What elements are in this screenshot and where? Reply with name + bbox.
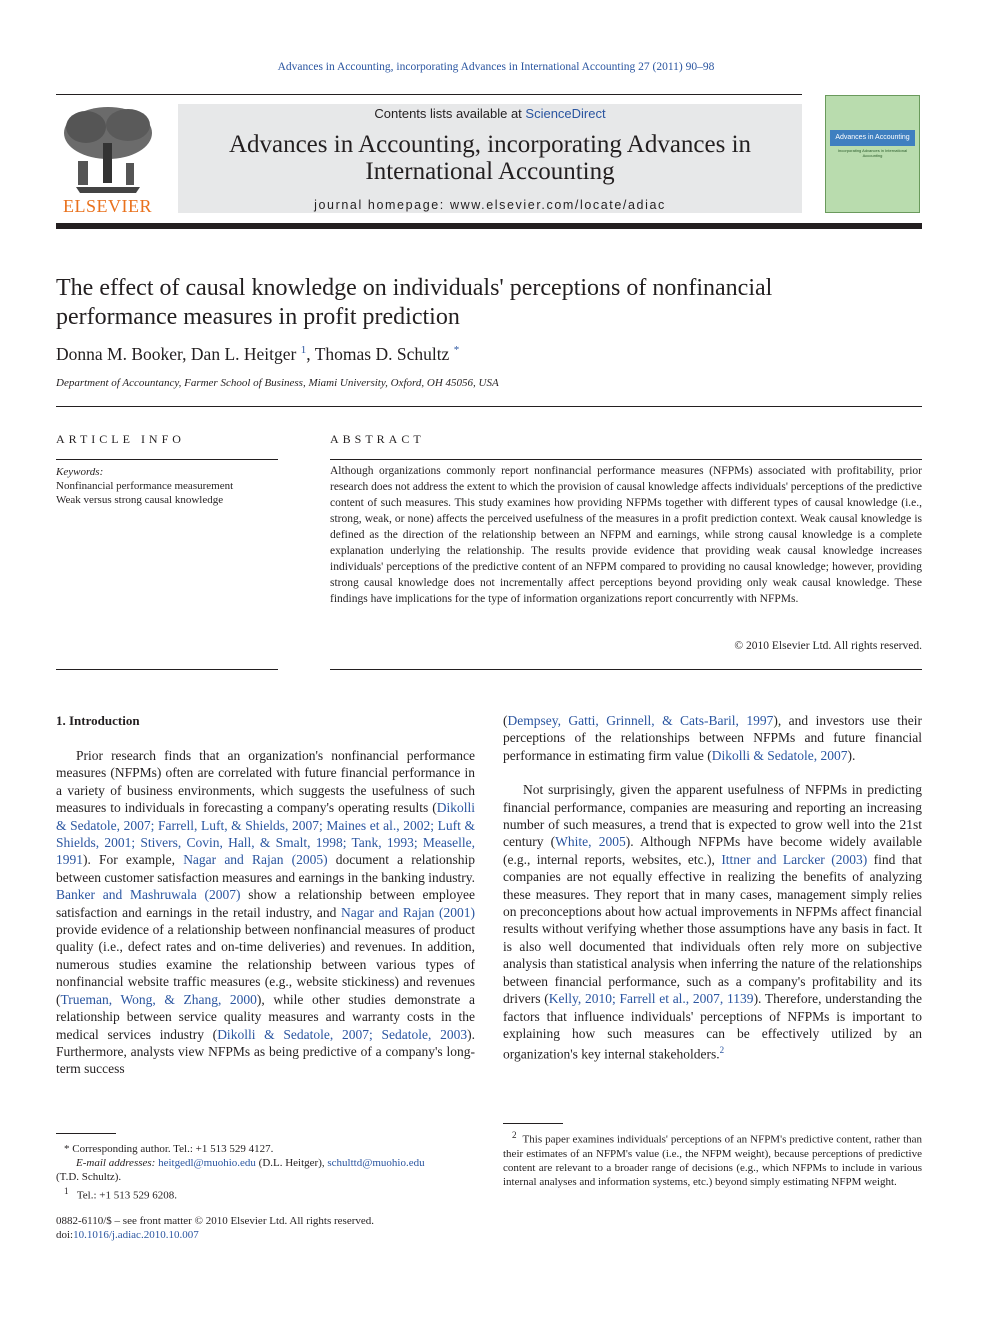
title-divider: [56, 406, 922, 407]
abstract-text: Although organizations commonly report nonfinancial performance measures (NFPMs) associated with profitability, prior research does not address the extent to which the provision of causal knowledge affects individuals' perceptions of the predictive content of such measures. This study examines how providing NFPMs together with different types of causal knowledge (i.e., strong, weak, or none) affects the perceived usefulness of the measures in a profit prediction context. Weak causal knowledge is defined as the direction of the relationship between an NFPM and earnings, while strong causal knowledge is a complete explanation underlying the relationship. The results provide evidence that providing weak causal knowledge increases individuals' perceptions of the predictive content of an NFPM compared to providing no causal knowledge; however, providing strong causal knowledge does not incrementally affect perceptions beyond providing only weak causal knowledge. These findings have implications for the type of information organizations report concurrently with NFPMs.: [330, 465, 923, 605]
left-column: [56, 747, 475, 1078]
paragraph-text: show a relationship between employee satisfaction and earnings in the retail industry, and: [56, 887, 476, 920]
footnote-2: [503, 1128, 922, 1189]
abstract-heading: ABSTRACT: [330, 432, 425, 446]
author-list: Donna M. Booker, Dan L. Heitger $^1$, Thomas D. Schultz *: [56, 344, 460, 364]
paragraph-text: ), and investors use their perceptions of the relationships between NFPMs and future financial performance in estimating firm value (: [503, 713, 922, 763]
email-owner: (T.D. Schultz).: [56, 1171, 122, 1183]
citation-link[interactable]: Dikolli & Sedatole, 2007; Sedatole, 2003: [217, 1026, 468, 1042]
intro-paragraph-continued: [503, 712, 922, 764]
intro-paragraph: [56, 747, 475, 1078]
author-name: Dan L. Heitger: [190, 344, 297, 364]
footnote-1-text: Tel.: +1 513 529 6208.: [76, 1189, 177, 1202]
article-info-bottom-rule: [56, 669, 278, 670]
paragraph-text: Prior research finds that an organization's nonfinancial performance measures (NFPMs) often are correlated with future financial performance in a variety of business environments, which suggests the usefulness of such measures to individuals in forecasting a company's operating results (: [56, 748, 475, 816]
email-note: [56, 1156, 475, 1170]
journal-citation[interactable]: Advances in Accounting, incorporating Advances in International Accounting 27 (2011) 90–98: [277, 61, 715, 73]
citation-link[interactable]: Ittner and Larcker (2003): [721, 851, 868, 867]
paragraph-text: (: [503, 713, 508, 728]
doi-link[interactable]: 10.1016/j.adiac.2010.10.007: [73, 1229, 199, 1241]
introduction-heading: 1. Introduction: [56, 713, 140, 728]
email-link[interactable]: schulttd@muohio.edu: [327, 1157, 425, 1169]
author-name: Donna M. Booker: [56, 344, 183, 364]
citation-link[interactable]: Kelly, 2010; Farrell et al., 2007, 1139: [548, 991, 754, 1007]
cover-title: Advances in Accounting: [830, 130, 915, 146]
abstract-bottom-rule: [330, 669, 922, 670]
journal-title: Advances in Accounting, incorporating Advances in International Accounting: [228, 131, 752, 185]
journal-cover-thumbnail[interactable]: [825, 95, 920, 213]
front-matter: [56, 1214, 374, 1242]
keyword: Weak versus strong causal knowledge: [56, 494, 224, 506]
right-column: [503, 712, 922, 1063]
email-label: E-mail addresses:: [76, 1157, 156, 1169]
footnote-rule: [56, 1133, 116, 1134]
citation-link[interactable]: Nagar and Rajan (2001): [341, 904, 475, 920]
header-bottom-rule: [56, 223, 922, 229]
citation-link[interactable]: Nagar and Rajan (2005): [183, 852, 328, 868]
sciencedirect-link[interactable]: ScienceDirect: [525, 106, 606, 121]
paragraph-text: ). For example,: [83, 852, 184, 868]
paragraph-text: document a relationship between customer satisfaction measures and earnings in the banking industry.: [56, 852, 476, 885]
footnote-1: [56, 1184, 475, 1203]
corresponding-author-mark[interactable]: *: [453, 344, 460, 357]
contents-line: [178, 106, 802, 121]
footnote-2-text: This paper examines individuals' perceptions of an NFPM's predictive content, rather than their estimates of an NFPM's value (i.e., the NFPM weight), because perceptions of predictive content are relevant to a broader range of decisions (e.g., which NFPMs to include in various internal analyses and information systems, etc.) beyond simply estimating NFPM weight.: [503, 1133, 923, 1188]
citation-link[interactable]: Banker and Mashruwala (2007): [56, 887, 241, 903]
author-footnotes: [56, 1142, 475, 1203]
email-owner: (D.L. Heitger),: [258, 1157, 325, 1169]
author-affiliation: Department of Accountancy, Farmer School of Business, Miami University, Oxford, OH 45056, USA: [56, 377, 499, 389]
journal-homepage[interactable]: journal homepage: www.elsevier.com/locate/adiac: [314, 198, 666, 212]
paragraph-text: provide evidence of a relationship between nonfinancial measures of product quality (i.e., defect rates and on-time deliveries) and revenues. In addition, numerous studies examine the relationship between various types of nonfinancial website traffic measures (e.g., website stickiness) and revenues (: [56, 922, 475, 1007]
cover-subtitle: Incorporating Advances in International Accounting: [837, 148, 908, 158]
paragraph-text: ), while other studies demonstrate a relationship between service quality measures and warranty costs in the medical services industry (: [56, 991, 475, 1042]
doi-label: doi:: [56, 1229, 74, 1241]
citation-link[interactable]: White, 2005: [555, 834, 626, 850]
header-top-rule: [56, 94, 802, 95]
email-link[interactable]: heitgedl@muohio.edu: [158, 1157, 256, 1169]
citation-link[interactable]: Dempsey, Gatti, Grinnell, & Cats-Baril, 1997: [507, 713, 774, 728]
keywords-label: Keywords:: [56, 466, 104, 478]
elsevier-wordmark: ELSEVIER: [63, 196, 152, 216]
footnote-ref[interactable]: 2: [719, 1045, 725, 1056]
paragraph-text: ).: [847, 747, 856, 763]
abstract-rule: [330, 459, 922, 460]
front-matter-line: 0882-6110/$ – see front matter © 2010 Elsevier Ltd. All rights reserved.: [56, 1215, 375, 1227]
article-title: The effect of causal knowledge on individuals' perceptions of nonfinancial performance measures in profit prediction: [56, 275, 773, 330]
paragraph-text: find that companies are not equally effective in realizing the benefits of analyzing these measures. They report that in many cases, management simply relies on preconceptions about how actual improvements in NFPMs affect financial results without verifying whether those assumptions have any basis in fact. It is also well documented that individuals often rely more on subjective analysis than statistical analysis when inferring the nature of the relationships between financial performance, such as a company's profitability and its drivers (: [503, 851, 922, 1007]
author-footnote-mark[interactable]: 1: [300, 344, 307, 357]
footnote-rule: [503, 1123, 563, 1124]
intro-paragraph: [503, 781, 922, 1063]
keyword: Nonfinancial performance measurement: [56, 480, 234, 492]
copyright-notice: © 2010 Elsevier Ltd. All rights reserved.: [734, 640, 922, 652]
citation-link[interactable]: Trueman, Wong, & Zhang, 2000: [60, 991, 257, 1007]
citation-link[interactable]: Dikolli & Sedatole, 2007: [711, 747, 848, 763]
citation-link[interactable]: Dikolli & Sedatole, 2007; Farrell, Luft, & Shields, 2007; Maines et al., 2002; Luft & Shields, 2001; Stivers, Covin, Hall, & Smalt, 1998; Tank, 1993; Measelle, 1991: [56, 800, 475, 868]
paragraph-text: ). Therefore, understanding the factors that influence individuals' perceptions of NFPMs is important to explaining how such measures can be effectively utilized by an organization's key internal stakeholders.: [503, 991, 922, 1062]
article-info-heading: ARTICLE INFO: [56, 432, 185, 446]
contents-prefix: Contents lists available at: [374, 106, 526, 121]
footnote-mark: 2: [511, 1130, 517, 1140]
paragraph-text: ). Furthermore, analysts view NFPMs as being predictive of a company's long-term success: [56, 1026, 475, 1077]
author-name: Thomas D. Schultz: [314, 344, 450, 364]
corresponding-author-note: * Corresponding author. Tel.: +1 513 529 4127.: [64, 1143, 274, 1155]
paragraph-text: ). Although NFPMs have become widely available (e.g., internal reports, websites, etc.),: [503, 834, 922, 867]
doi-line: [56, 1228, 374, 1242]
paragraph-text: Not surprisingly, given the apparent usefulness of NFPMs in predicting financial performance, companies are measuring and reporting an increasing number of such measures, a trend that is expected to grow well into the 21st century (: [503, 782, 922, 850]
footnote-mark: 1: [64, 1186, 69, 1196]
article-info-rule: [56, 459, 278, 460]
